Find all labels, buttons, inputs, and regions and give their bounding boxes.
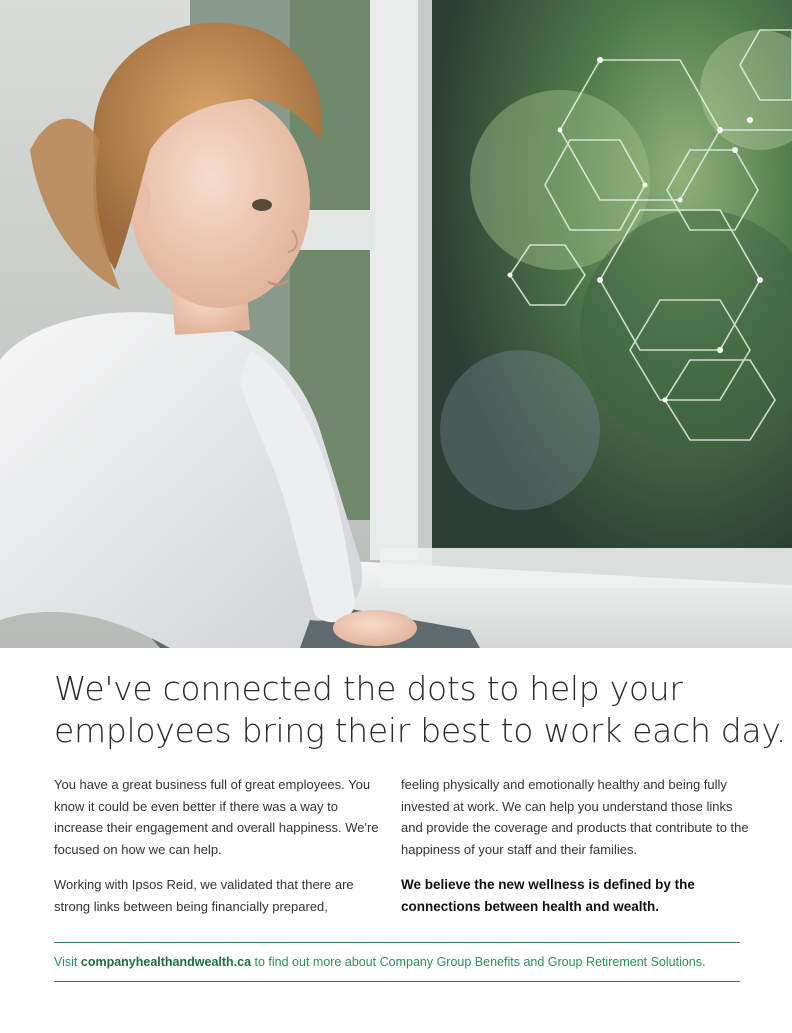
divider-bottom [54, 981, 740, 982]
headline-line-1: We've connected the dots to help your [54, 669, 683, 708]
divider-top [54, 942, 740, 943]
body-paragraph: feeling physically and emotionally healthy and being fully invested at work. We can help you understand those links and provide the coverage and products that contribute to the happiness of your staff and their families. [401, 777, 749, 857]
footer-call-to-action [54, 952, 744, 972]
body-paragraph: Working with Ipsos Reid, we validated that there are strong links between being financially prepared, [54, 877, 354, 914]
emphasis-statement: We believe the new wellness is defined by the connections between health and wealth. [401, 877, 695, 914]
body-paragraph: You have a great business full of great employees. You know it could be even better if there was a way to increase their engagement and overall happiness. We're focused on how we can help. [54, 777, 379, 857]
website-link[interactable]: companyhealthandwealth.ca [80, 955, 252, 969]
body-column-right [401, 774, 751, 931]
headline-line-2: employees bring their best to work each day. [54, 711, 787, 750]
body-column-left [54, 774, 384, 931]
headline [54, 668, 787, 752]
footer-prefix: Visit [54, 955, 81, 969]
footer-suffix: to find out more about Company Group Benefits and Group Retirement Solutions. [251, 955, 706, 969]
